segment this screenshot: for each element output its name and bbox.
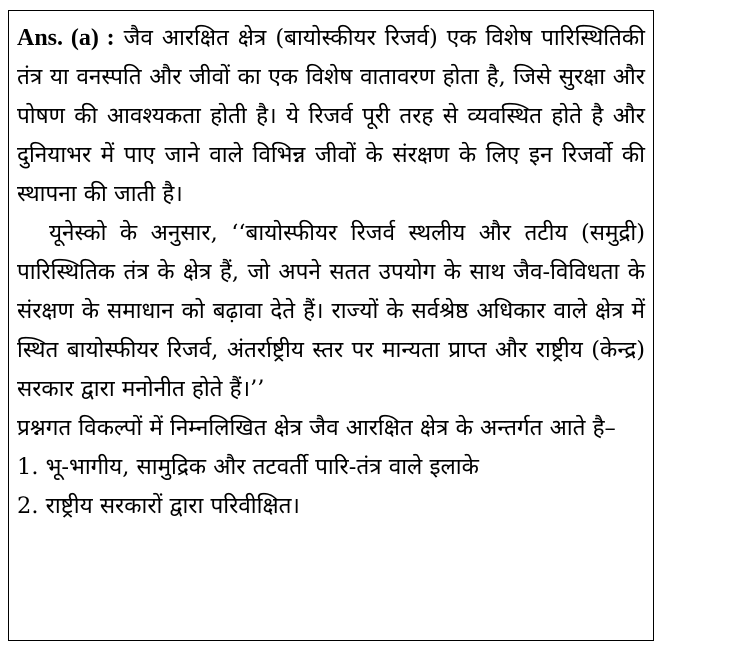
unesco-paragraph: यूनेस्को के अनुसार, ‘‘बायोस्फीयर रिजर्व स्थलीय और तटीय (समुद्री) पारिस्थितिक तंत्र के क्षेत्र हैं, जो अपने सतत उपयोग के साथ जैव-विविधता के संरक्षण के समाधान को बढ़ावा देते हैं। राज्यों के सर्वश्रेष्ठ अधिकार वाले क्षेत्र में स्थित बायोस्फीयर रिजर्व, अंतर्राष्ट्रीय स्तर पर मान्यता प्राप्त और राष्ट्रीय (केन्द्र) सरकार द्वारा मनोनीत होते हैं।’’	[17, 220, 645, 402]
answer-label: Ans. (a) :	[17, 25, 115, 51]
intro-paragraph	[17, 19, 645, 214]
list-item-1: 1. भू-भागीय, सामुद्रिक और तटवर्ती पारि-तंत्र वाले इलाके	[17, 454, 479, 480]
answer-box	[8, 10, 654, 641]
intro-text: जैव आरक्षित क्षेत्र (बायोस्कीयर रिजर्व) एक विशेष पारिस्थितिकी तंत्र या वनस्पति और जीवों का एक विशेष वातावरण होता है, जिसे सुरक्षा और पोषण की आवश्यकता होती है। ये रिजर्व पूरी तरह से व्यवस्थित होते है और दुनियाभर में पाए जाने वाले विभिन्न जीवों के संरक्षण के लिए इन रिजर्वो की स्थापना की जाती है।	[17, 25, 645, 207]
question-context: प्रश्नगत विकल्पों में निम्नलिखित क्षेत्र जैव आरक्षित क्षेत्र के अन्तर्गत आते है–	[17, 415, 616, 441]
list-item-2: 2. राष्ट्रीय सरकारों द्वारा परिवीक्षित।	[17, 493, 300, 519]
